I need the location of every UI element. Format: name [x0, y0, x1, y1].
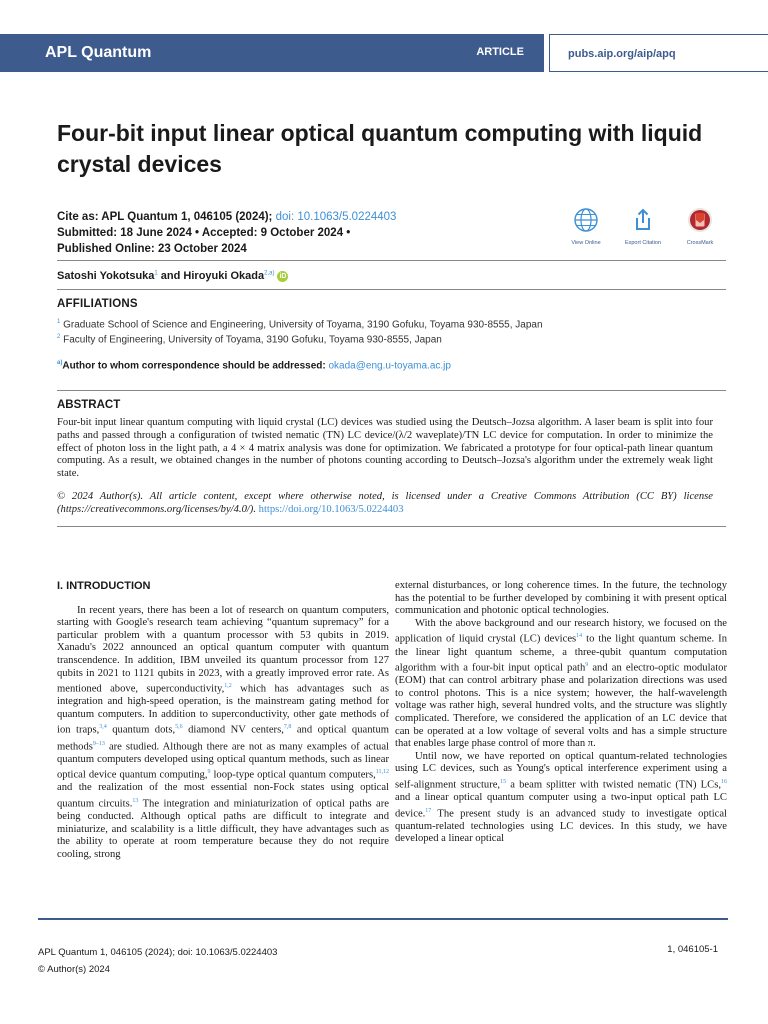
- citation-block: [57, 209, 396, 257]
- body-column-right: [395, 580, 727, 846]
- author-conjunction: and: [157, 270, 184, 282]
- affiliation-item: [57, 319, 543, 330]
- divider: [57, 526, 726, 527]
- cite-prefix: Cite as: APL Quantum 1, 046105 (2024);: [57, 211, 273, 223]
- body-paragraph: external disturbances, or long coherence times. In the future, the technology has the potential to be further developed by combining it with present optical communication and photonic optical technologies.: [395, 580, 727, 617]
- divider: [57, 260, 726, 261]
- view-online-button[interactable]: [566, 207, 606, 246]
- author-name[interactable]: Hiroyuki Okada: [183, 270, 265, 282]
- license-text: © 2024 Author(s). All article content, except where otherwise noted, is licensed under a Creative Commons Attribution (CC BY) license (https://creativecommons.org/licenses/by/4.0/).: [57, 491, 713, 515]
- body-column-left: [57, 580, 389, 862]
- affiliation-text: Faculty of Engineering, University of Toyama, 3190 Gofuku, Toyama 930-8555, Japan: [63, 334, 442, 346]
- abstract-text: Four-bit input linear quantum computing with liquid crystal (LC) devices was studied using the Deutsch–Jozsa algorithm. A laser beam is split into four paths and passed through a configuration of twisted nematic (TN) LC device/(λ/2 waveplate)/TN LC device for computation. In order to minimize the effect of photon loss in the light path, a 4 × 4 matrix analysis was done for optimization. We fabricated a prototype for four optical-path linear quantum computing. As a result, we obtained changes in the number of photons counting according to Deutsch–Jozsa's algorithm under the extremely weak light state.: [57, 417, 713, 480]
- reference-link[interactable]: 16: [720, 778, 727, 785]
- affiliation-number: 1: [57, 319, 61, 325]
- affiliations-heading: AFFILIATIONS: [57, 298, 138, 310]
- body-paragraph: With the above background and our research history, we focused on the application of liquid crystal (LC) devices$^{14}$ to the light quantum scheme. In the linear light quantum scheme, a three-qubit quantum computation algorithm with a four-bit input optical path$^9$ and an electro-optic modulator (EOM) that can control arbitrary phase and polarization directions was used to control photons. This is a nice system; however, the half-wavelength voltage was rather high, several hundred volts, and the structure was slightly complicated. Therefore, we considered the application of an LC device that can be operated at a low voltage of several volts and has a simple structure that enables large phase control of more than π.: [395, 617, 728, 750]
- body-paragraph: Until now, we have reported on optical quantum-related technologies using LC devices, such as Young's optical interference experiment using a self-alignment structure,$^{15}$ a beam splitter with twisted nematic (TN) LCs,$^{16}$ and a linear optical quantum computer using a two-input optical path LC device.$^{17}$ The present study is an advanced study to investigate optical quantum-related technologies using LC devices. In this study, we have developed a linear optical: [395, 750, 727, 845]
- correspondence-note: [57, 360, 451, 371]
- journal-name[interactable]: APL Quantum: [45, 44, 152, 61]
- crossmark-label: CrossMark: [686, 240, 714, 246]
- correspondence-text: Author to whom correspondence should be addressed:: [62, 360, 329, 372]
- journal-url-box: [549, 34, 768, 72]
- affiliation-number: 2: [57, 334, 61, 340]
- export-icon: [630, 207, 656, 233]
- reference-link[interactable]: 17: [425, 807, 432, 814]
- crossmark-button[interactable]: [680, 207, 720, 246]
- reference-link[interactable]: 15: [500, 778, 507, 785]
- author-name[interactable]: Satoshi Yokotsuka: [57, 270, 155, 282]
- reference-link[interactable]: 14: [576, 633, 583, 640]
- submitted-dates: Submitted: 18 June 2024 • Accepted: 9 October 2024 •: [57, 227, 351, 239]
- affiliation-item: [57, 334, 442, 345]
- affiliation-ref[interactable]: 1: [154, 270, 158, 277]
- view-online-label: View Online: [571, 240, 601, 246]
- correspondence-email-link[interactable]: okada@eng.u-toyama.ac.jp: [328, 360, 451, 372]
- reference-link[interactable]: 9: [585, 662, 589, 669]
- journal-banner: [0, 34, 544, 72]
- reference-link[interactable]: 13: [132, 798, 139, 805]
- export-citation-button[interactable]: [623, 207, 663, 246]
- divider: [57, 390, 726, 391]
- crossmark-icon: [687, 207, 713, 233]
- divider: [57, 289, 726, 290]
- section-heading: I. INTRODUCTION: [57, 580, 151, 592]
- reference-link[interactable]: 11,12: [375, 769, 390, 776]
- page-number: 1, 046105-1: [667, 944, 718, 955]
- doi-link[interactable]: doi: 10.1063/5.0224403: [275, 211, 397, 223]
- affiliation-ref[interactable]: 2,a): [264, 270, 275, 277]
- license-doi-link[interactable]: https://doi.org/10.1063/5.0224403: [258, 503, 404, 515]
- export-citation-label: Export Citation: [624, 240, 662, 246]
- reference-link[interactable]: 7,8: [283, 724, 292, 731]
- globe-icon: [573, 207, 599, 233]
- reference-link[interactable]: 3,4: [99, 724, 107, 731]
- correspondence-mark: a): [57, 360, 63, 366]
- footer-rule: [38, 918, 728, 920]
- journal-header: [0, 34, 768, 72]
- reference-link[interactable]: 9: [207, 769, 211, 776]
- article-title: Four-bit input linear optical quantum computing with liquid crystal devices: [57, 120, 703, 177]
- body-paragraph: In recent years, there has been a lot of research on quantum computers, starting with Google's research team achieving “quantum supremacy” for a particular problem with a quantum processor with 53 qubits in 2019. Xanadu's 2022 announced an optical quantum computer with quantum transcendence. In addition, IBM unveiled its quantum processor from 127 qubits in 2021 to 1121 qubits in 2023, with a greatly improved error rate. As mentioned above, superconductivity,$^{1,2}$ which has advantages such as integration and high-speed operation, is the mainstream gating method for quantum computers. In addition to superconductivity, other gate methods of ion traps,$^{3,4}$ quantum dots,$^{5,6}$ diamond NV centers,$^{7,8}$ and optical quantum methods$^{9-13}$ are studied. Although there are not as many examples of actual quantum computers developed using optical quantum methods, such as linear optical device quantum computing,$^9$ loop-type optical quantum computers,$^{11,12}$ and the realization of the most essential non-Fock states using optical quantum circuits.$^{13}$ The integration and miniaturization of optical paths are being conducted. Although optical paths are difficult to integrate and miniaturize, and scalability is a little difficult, they have advantages such as the ability to operate at room temperature because they do not require cooling, strong: [57, 604, 390, 860]
- reference-link[interactable]: 1,2: [224, 683, 232, 690]
- journal-url-link[interactable]: pubs.aip.org/aip/apq: [568, 48, 676, 60]
- footer-citation: [38, 944, 277, 978]
- affiliation-text: Graduate School of Science and Engineering, University of Toyama, 3190 Gofuku, Toyama 930-8555, Japan: [63, 319, 543, 331]
- article-type-label: ARTICLE: [476, 46, 524, 58]
- orcid-icon[interactable]: iD: [279, 272, 287, 280]
- article-tools: [566, 207, 726, 247]
- abstract-heading: ABSTRACT: [57, 399, 121, 411]
- license-statement: [57, 491, 713, 517]
- reference-link[interactable]: 5,6: [175, 724, 183, 731]
- footer-copyright: © Author(s) 2024: [38, 964, 110, 975]
- published-date: Published Online: 23 October 2024: [57, 243, 247, 255]
- reference-link[interactable]: 9–13: [92, 740, 105, 747]
- author-list: [57, 270, 288, 282]
- footer-citation-line: APL Quantum 1, 046105 (2024); doi: 10.1063/5.0224403: [38, 947, 278, 958]
